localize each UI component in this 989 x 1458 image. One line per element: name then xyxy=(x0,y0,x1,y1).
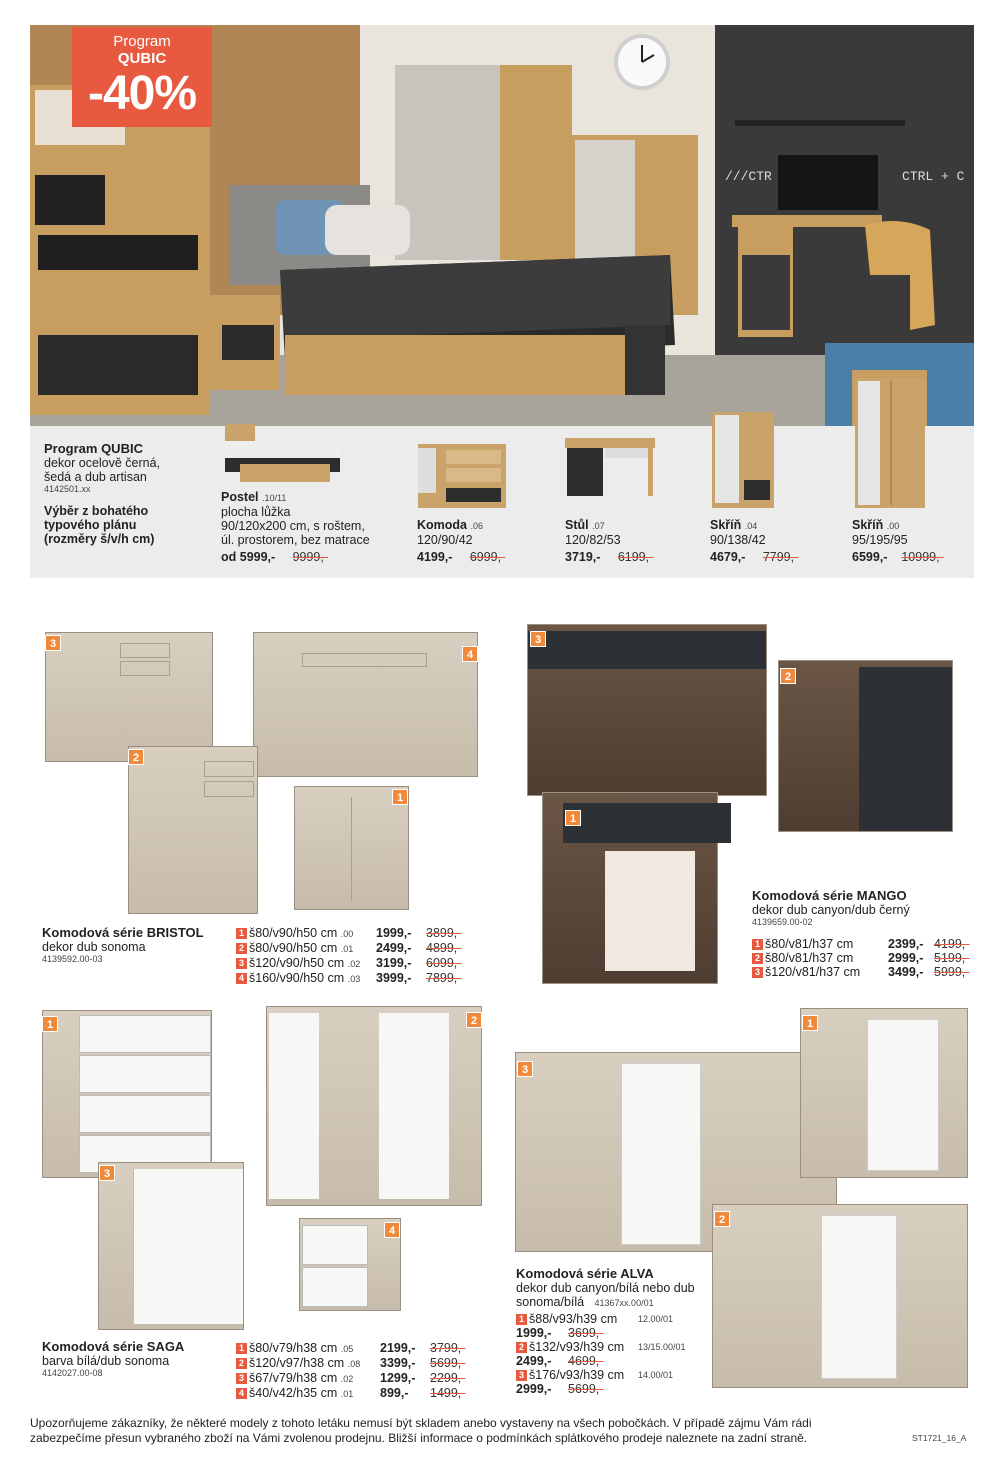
alva-desc2: sonoma/bílá xyxy=(516,1295,585,1309)
mango-desc: dekor dub canyon/dub černý xyxy=(752,903,910,917)
dims: š120/v90/h50 cm xyxy=(249,956,345,970)
promo-discount: -40% xyxy=(87,67,197,120)
alva-price-table xyxy=(516,1312,711,1396)
mango-badge-1: 1 xyxy=(565,810,581,826)
old-price: 6099,- xyxy=(426,956,462,970)
code: .08 xyxy=(347,1359,361,1369)
saga-dresser-1 xyxy=(42,1010,212,1178)
code: .01 xyxy=(340,944,354,954)
saga-title: Komodová série SAGA xyxy=(42,1339,185,1354)
wardrobe-name: Skříň xyxy=(852,518,884,532)
saga-price-table xyxy=(236,1341,481,1401)
bed-code: .10/11 xyxy=(262,493,287,503)
old-price: 5999,- xyxy=(934,965,970,979)
chest-thumbnail xyxy=(416,442,508,512)
page-code: ST1721_16_A xyxy=(912,1433,967,1443)
saga-dresser-2 xyxy=(266,1006,482,1206)
bristol-dresser-3 xyxy=(45,632,213,762)
code: .03 xyxy=(347,974,361,984)
saga-info xyxy=(42,1340,232,1378)
footer-line2: zabezpečíme přesun vybraného zboží na Vámi zvolenou prodejnu. Bližší informace o podmínkách splátkového prodeje naleznete na zadní straně. xyxy=(30,1431,808,1445)
qubic-item-wardrobe xyxy=(852,518,974,564)
bristol-badge-2: 2 xyxy=(128,749,144,765)
bed-thumbnail xyxy=(220,416,345,488)
saga-code: 4142027.00-08 xyxy=(42,1368,103,1378)
cabinet-code: .04 xyxy=(744,521,758,531)
alva-dresser-1 xyxy=(800,1008,968,1178)
wall-text-ctr: ///CTR xyxy=(725,169,772,184)
price: 2499,- xyxy=(376,941,412,955)
old-price: 3799,- xyxy=(430,1341,466,1355)
chest-name: Komoda xyxy=(417,518,467,532)
mango-dresser-2 xyxy=(778,660,953,832)
bristol-badge-4: 4 xyxy=(462,646,478,662)
bed-old-price: 9999,- xyxy=(292,550,329,564)
qubic-desc2: šedá a dub artisan xyxy=(44,470,147,484)
badge: 1 xyxy=(516,1314,527,1325)
price: 1299,- xyxy=(380,1371,416,1385)
bed-name: Postel xyxy=(221,490,259,504)
old-price: 1499,- xyxy=(430,1386,466,1400)
qubic-desc1: dekor ocelově černá, xyxy=(44,456,161,470)
desk-dims: 120/82/53 xyxy=(565,533,621,547)
old-price: 5699,- xyxy=(568,1382,604,1396)
cabinet-old-price: 7799,- xyxy=(762,550,799,564)
bristol-info xyxy=(42,926,232,964)
dims: š80/v90/h50 cm xyxy=(249,926,338,940)
badge: 4 xyxy=(236,1388,247,1399)
qubic-item-chest xyxy=(417,518,557,564)
mango-price-table xyxy=(752,937,977,979)
promo-badge xyxy=(72,27,212,127)
footer-notice xyxy=(30,1416,910,1446)
alva-desc1: dekor dub canyon/bílá nebo dub xyxy=(516,1281,695,1295)
saga-dresser-3 xyxy=(98,1162,244,1330)
price: 3499,- xyxy=(888,965,924,979)
badge: 2 xyxy=(752,953,763,964)
dims: š40/v42/h35 cm xyxy=(249,1386,338,1400)
cabinet-small-thumbnail xyxy=(710,410,775,510)
price: 2399,- xyxy=(888,937,924,951)
desk-code: .07 xyxy=(592,521,605,531)
old-price: 7899,- xyxy=(426,971,462,985)
promo-line1: Program xyxy=(113,33,171,50)
old-price: 4899,- xyxy=(426,941,462,955)
bed-line1: plocha lůžka xyxy=(221,505,291,519)
badge: 3 xyxy=(516,1370,527,1381)
mango-badge-3: 3 xyxy=(530,631,546,647)
wardrobe-code: .00 xyxy=(886,521,900,531)
badge: 1 xyxy=(236,928,247,939)
alva-code: 41367xx.00/01 xyxy=(594,1298,654,1308)
dims: š120/v97/h38 cm xyxy=(249,1356,345,1370)
bristol-title: Komodová série BRISTOL xyxy=(42,925,204,940)
price: 2199,- xyxy=(380,1341,416,1355)
badge: 3 xyxy=(236,1373,247,1384)
qubic-title: Program QUBIC xyxy=(44,441,143,456)
alva-info xyxy=(516,1267,716,1310)
bristol-code: 4139592.00-03 xyxy=(42,954,103,964)
alva-badge-1: 1 xyxy=(802,1015,818,1031)
cabinet-name: Skříň xyxy=(710,518,742,532)
bristol-dresser-2 xyxy=(128,746,258,914)
chest-price: 4199,- xyxy=(417,550,453,564)
code: .02 xyxy=(340,1374,354,1384)
dims: š176/v93/h39 cm xyxy=(529,1368,625,1382)
saga-badge-4: 4 xyxy=(384,1222,400,1238)
code: .02 xyxy=(347,959,361,969)
wall-text-ctrlc: CTRL + C xyxy=(902,169,965,184)
code: 14.00/01 xyxy=(638,1370,674,1380)
dims: š160/v90/h50 cm xyxy=(249,971,345,985)
saga-badge-2: 2 xyxy=(466,1012,482,1028)
saga-badge-3: 3 xyxy=(99,1165,115,1181)
badge: 3 xyxy=(752,967,763,978)
mango-badge-2: 2 xyxy=(780,668,796,684)
bed-line2: 90/120x200 cm, s roštem, xyxy=(221,519,365,533)
price: 1999,- xyxy=(376,926,412,940)
old-price: 3699,- xyxy=(568,1326,604,1340)
saga-badge-1: 1 xyxy=(42,1016,58,1032)
bristol-dresser-4 xyxy=(253,632,478,777)
badge: 2 xyxy=(236,943,247,954)
wardrobe-thumbnail xyxy=(853,376,928,511)
price: 3399,- xyxy=(380,1356,416,1370)
code: .00 xyxy=(340,929,354,939)
footer-line1: Upozorňujeme zákazníky, že některé modely z tohoto letáku nemusí být skladem anebo vystaveny na všech pobočkách. V případě zájmu Vám rádi xyxy=(30,1416,812,1430)
wardrobe-dims: 95/195/95 xyxy=(852,533,908,547)
badge: 4 xyxy=(236,973,247,984)
alva-title: Komodová série ALVA xyxy=(516,1266,654,1281)
old-price: 3899,- xyxy=(426,926,462,940)
qubic-item-desk xyxy=(565,518,705,564)
qubic-item-cabinet xyxy=(710,518,850,564)
alva-badge-2: 2 xyxy=(714,1211,730,1227)
dims: š80/v81/h37 cm xyxy=(765,937,854,951)
bristol-badge-1: 1 xyxy=(392,789,408,805)
saga-desc: barva bílá/dub sonoma xyxy=(42,1354,170,1368)
bristol-desc: dekor dub sonoma xyxy=(42,940,146,954)
old-price: 5199,- xyxy=(934,951,970,965)
mango-title: Komodová série MANGO xyxy=(752,888,907,903)
price: 2499,- xyxy=(516,1354,552,1368)
chest-code: .06 xyxy=(470,521,483,531)
code: 13/15.00/01 xyxy=(638,1342,686,1352)
code: .05 xyxy=(340,1344,354,1354)
promo-line2: QUBIC xyxy=(117,50,167,67)
old-price: 4199,- xyxy=(934,937,970,951)
desk-thumbnail xyxy=(563,436,658,501)
dims: š80/v79/h38 cm xyxy=(249,1341,338,1355)
wardrobe-price: 6599,- xyxy=(852,550,888,564)
cabinet-price: 4679,- xyxy=(710,550,746,564)
price: 899,- xyxy=(380,1386,409,1400)
qubic-selection-2: typového plánu xyxy=(44,518,137,532)
qubic-selection-3: (rozměry š/v/h cm) xyxy=(44,532,155,546)
alva-dresser-2 xyxy=(712,1204,968,1388)
bed-line3: úl. prostorem, bez matrace xyxy=(221,533,370,547)
bristol-badge-3: 3 xyxy=(45,635,61,651)
qubic-intro xyxy=(44,442,214,546)
price: 2999,- xyxy=(888,951,924,965)
code: 12.00/01 xyxy=(638,1314,674,1324)
badge: 1 xyxy=(752,939,763,950)
bristol-price-table xyxy=(236,926,481,986)
price: 2999,- xyxy=(516,1382,552,1396)
old-price: 2299,- xyxy=(430,1371,466,1385)
mango-info xyxy=(752,889,972,927)
badge: 2 xyxy=(236,1358,247,1369)
chest-old-price: 6999,- xyxy=(469,550,506,564)
mango-code: 4139659.00-02 xyxy=(752,917,813,927)
price: 3199,- xyxy=(376,956,412,970)
desk-price: 3719,- xyxy=(565,550,601,564)
qubic-item-bed xyxy=(221,490,401,564)
dims: š120/v81/h37 cm xyxy=(765,965,861,979)
dims: š80/v81/h37 cm xyxy=(765,951,854,965)
badge: 2 xyxy=(516,1342,527,1353)
price: 3999,- xyxy=(376,971,412,985)
desk-name: Stůl xyxy=(565,518,589,532)
old-price: 5699,- xyxy=(430,1356,466,1370)
bed-price: od 5999,- xyxy=(221,550,276,564)
dims: š80/v90/h50 cm xyxy=(249,941,338,955)
desk-old-price: 6199,- xyxy=(617,550,654,564)
qubic-code: 4142501.xx xyxy=(44,484,91,494)
alva-badge-3: 3 xyxy=(517,1061,533,1077)
price: 1999,- xyxy=(516,1326,552,1340)
chest-dims: 120/90/42 xyxy=(417,533,473,547)
badge: 3 xyxy=(236,958,247,969)
cabinet-dims: 90/138/42 xyxy=(710,533,766,547)
qubic-selection-1: Výběr z bohatého xyxy=(44,504,149,518)
dims: š67/v79/h38 cm xyxy=(249,1371,338,1385)
old-price: 4699,- xyxy=(568,1354,604,1368)
badge: 1 xyxy=(236,1343,247,1354)
dims: š132/v93/h39 cm xyxy=(529,1340,625,1354)
wardrobe-old-price: 10999,- xyxy=(901,550,944,564)
code: .01 xyxy=(340,1389,354,1399)
dims: š88/v93/h39 cm xyxy=(529,1312,618,1326)
mango-dresser-3 xyxy=(527,624,767,796)
